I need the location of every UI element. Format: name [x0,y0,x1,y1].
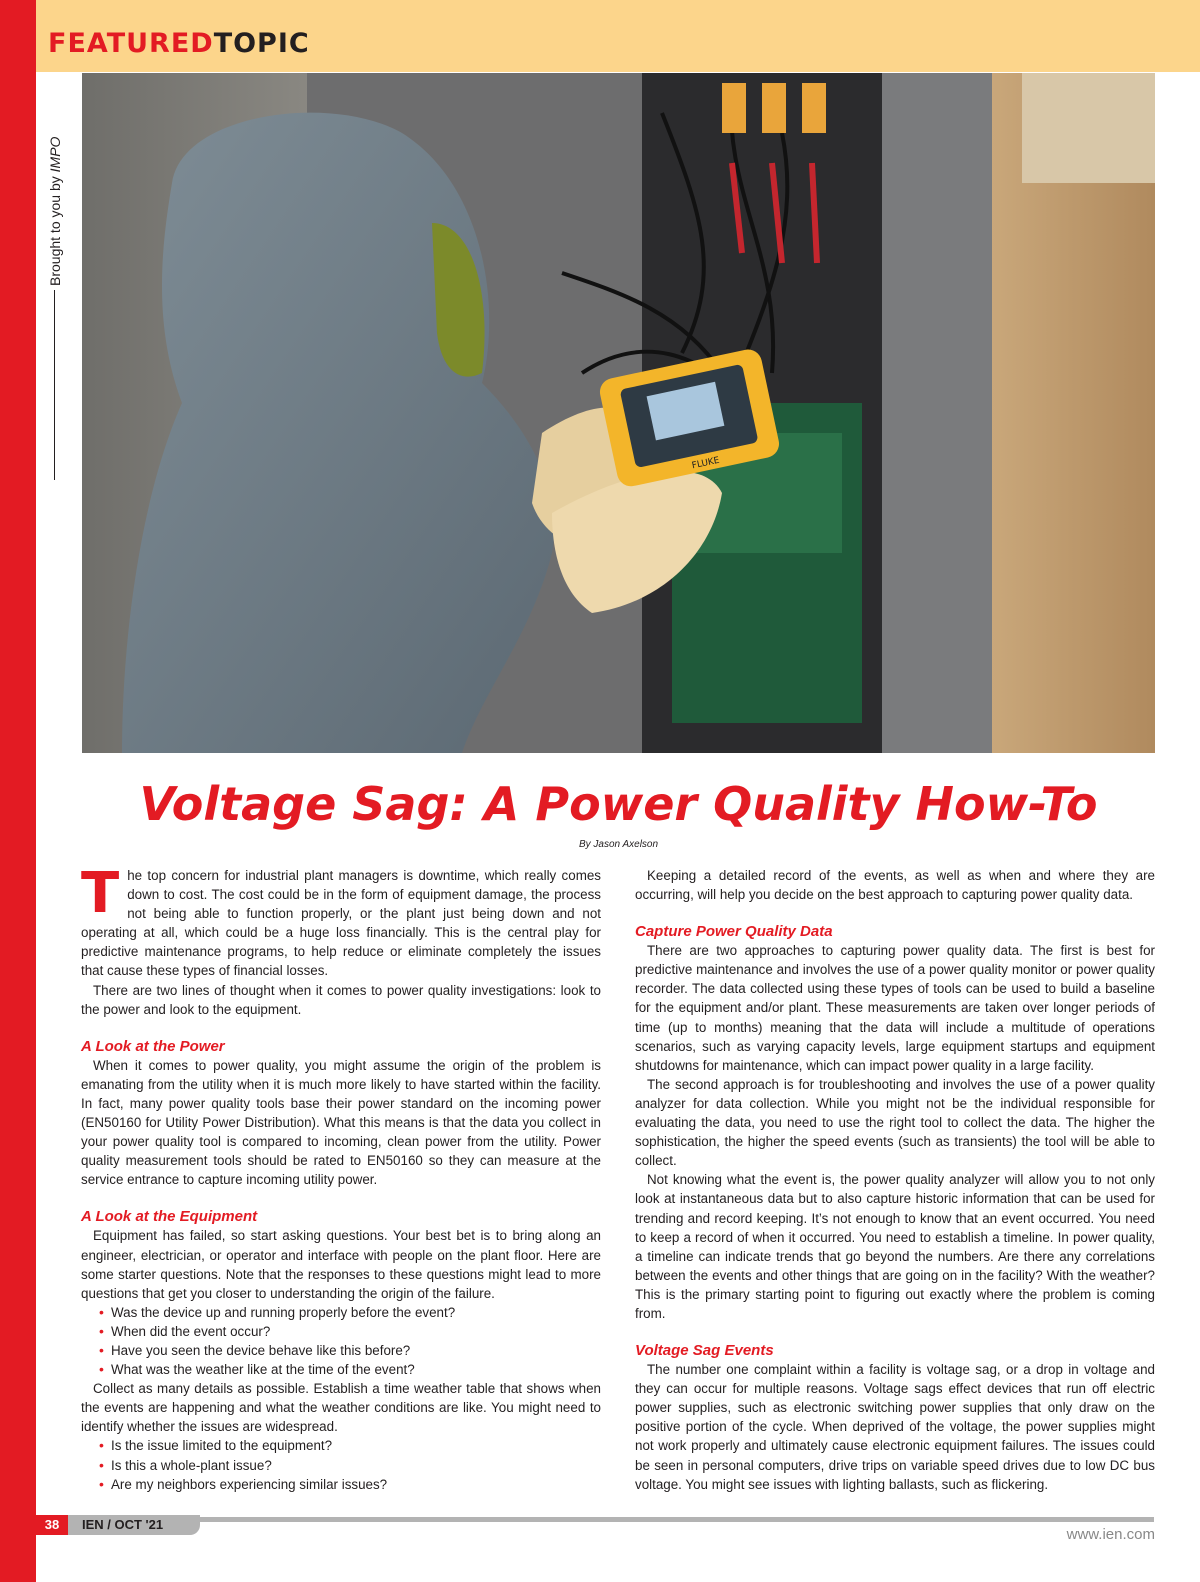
intro-paragraph-1 [81,861,601,981]
intro-paragraph-2: There are two lines of thought when it comes to power quality investigations: look to the power and look to the equipment. [81,982,601,1017]
left-red-bar [0,0,36,1582]
list-item: • Are my neighbors experiencing similar issues? [95,1475,601,1494]
article-column-left [81,861,601,1494]
starter-questions-list [81,1303,601,1379]
side-credit-brand: IMPO [47,136,63,173]
hero-photo-illustration [82,73,1155,753]
issue-tab: IEN / OCT '21 [68,1515,200,1535]
capture-paragraph-1: There are two approaches to capturing power quality data. The first is best for predictive maintenance and involves the use of a power quality monitor or power quality recorder. The data collected using these types of tools can be used to build a baseline for the equipment and/or plant. These measurements are taken over longer periods of time (up to months) meaning that the data will include a multitude of operations scenarios, such as varying capacity levels, large equipment startups and equipment shutdowns for maintenance, which can impact power quality in a large facility. [635,943,1155,1073]
list-item: • Is this a whole-plant issue? [95,1456,601,1475]
side-credit-prefix: Brought to you by [47,172,63,286]
page-number: 38 [36,1515,68,1535]
section-heading-equipment: A Look at the Equipment [81,1208,258,1226]
article-byline: By Jason Axelson [578,839,659,850]
list-item: • What was the weather like at the time of the event? [95,1360,601,1379]
capture-paragraph-3: Not knowing what the event is, the power quality analyzer will allow you to not only look at instantaneous data but to also capture historic information that can be used for trending and record keeping. It’s not enough to know that an event occurred. You need to keep a record of when it occurred. You need to establish a timeline. In power quality, a timeline can indicate trends that go beyond the numbers. Are there any correlations between the events and other things that are going on in the facility? With the weather? This is the primary starting point to figuring out exactly where the problem is coming from. [635,1172,1155,1321]
intro-paragraph-1-text: he top concern for industrial plant managers is downtime, which really comes down to cost. The cost could be in the form of equipment damage, the process not being able to function properly, or the plant just being down and not operating at all, which could be a huge loss financially. This is the central play for predictive maintenance programs, to help reduce or eliminate completely the issues that cause these types of financial losses. [81,868,601,979]
list-item: • Have you seen the device behave like this before? [95,1341,601,1360]
list-item: • Was the device up and running properly before the event? [95,1303,601,1322]
article-column-right [635,866,1155,1494]
hero-photo [82,73,1155,753]
section-title [48,28,310,60]
sag-paragraph-1: The number one complaint within a facility is voltage sag, or a drop in voltage and they can occur for multiple reasons. Voltage sags effect devices that run off electric power supplies, such as electronic switching power supplies that only draw on the positive portion of the cycle. When deprived of the voltage, the power supplies might not work properly and ultimately cause electronic equipment failures. The issues could be seen in personal computers, drive trips on variable speed drives due to low DC bus voltage. You might see issues with lighting ballasts, such as flickering. [635,1362,1155,1492]
footer-rule [68,1517,1154,1522]
section-title-highlight: FEATURED [48,28,214,59]
section-title-dark: TOPIC [213,28,310,59]
site-url[interactable]: www.ien.com [1066,1526,1155,1543]
capture-paragraph-2: The second approach is for troubleshooting and involves the use of a power quality analyzer for data collection. While you might not be the individual responsible for evaluating the data, you need to use the right tool to collect the data. The higher the sophistication, the higher the speed events (such as transients) the tool will be able to collect. [635,1076,1155,1169]
section-heading-sag: Voltage Sag Events [635,1342,774,1360]
equipment-paragraph-2: Collect as many details as possible. Establish a time weather table that shows when the events are happening and what the weather conditions are like. You might need to identify whether the issues are widespread. [81,1381,601,1435]
list-item: • When did the event occur? [95,1322,601,1341]
drop-cap: T [81,861,120,926]
equipment-paragraph-1: Equipment has failed, so start asking questions. Your best bet is to bring along an engineer, electrician, or operator and interface with people on the plant floor. Here are some starter questions. Note that the responses to these questions might lead to more questions that get you closer to understanding the origin of the failure. [81,1228,601,1301]
article-headline: Voltage Sag: A Power Quality How-To [139,777,1098,831]
section-heading-capture: Capture Power Quality Data [635,923,833,941]
power-paragraph-1: When it comes to power quality, you might assume the origin of the problem is emanating from the utility when it is much more likely to have started within the facility. In fact, many power quality tools base their power standard on the incoming power (EN50160 for Utility Power Distribution). What this means is that the data you collect in your power quality tool is compared to incoming, clean power from the utility. Power quality measurement tools should be rated to EN50160 so they can measure at the service entrance to capture incoming utility power. [81,1057,601,1188]
list-item: • Is the issue limited to the equipment? [95,1436,601,1455]
side-credit-text [47,86,63,286]
record-paragraph: Keeping a detailed record of the events, as well as when and where they are occurring, will help you decide on the best approach to capturing power quality data. [635,868,1155,903]
section-heading-power: A Look at the Power [81,1037,225,1055]
side-credit [45,100,65,480]
meter-brand-label: FLUKE [691,455,721,472]
scope-questions-list [81,1436,601,1493]
side-credit-rule [54,290,55,480]
